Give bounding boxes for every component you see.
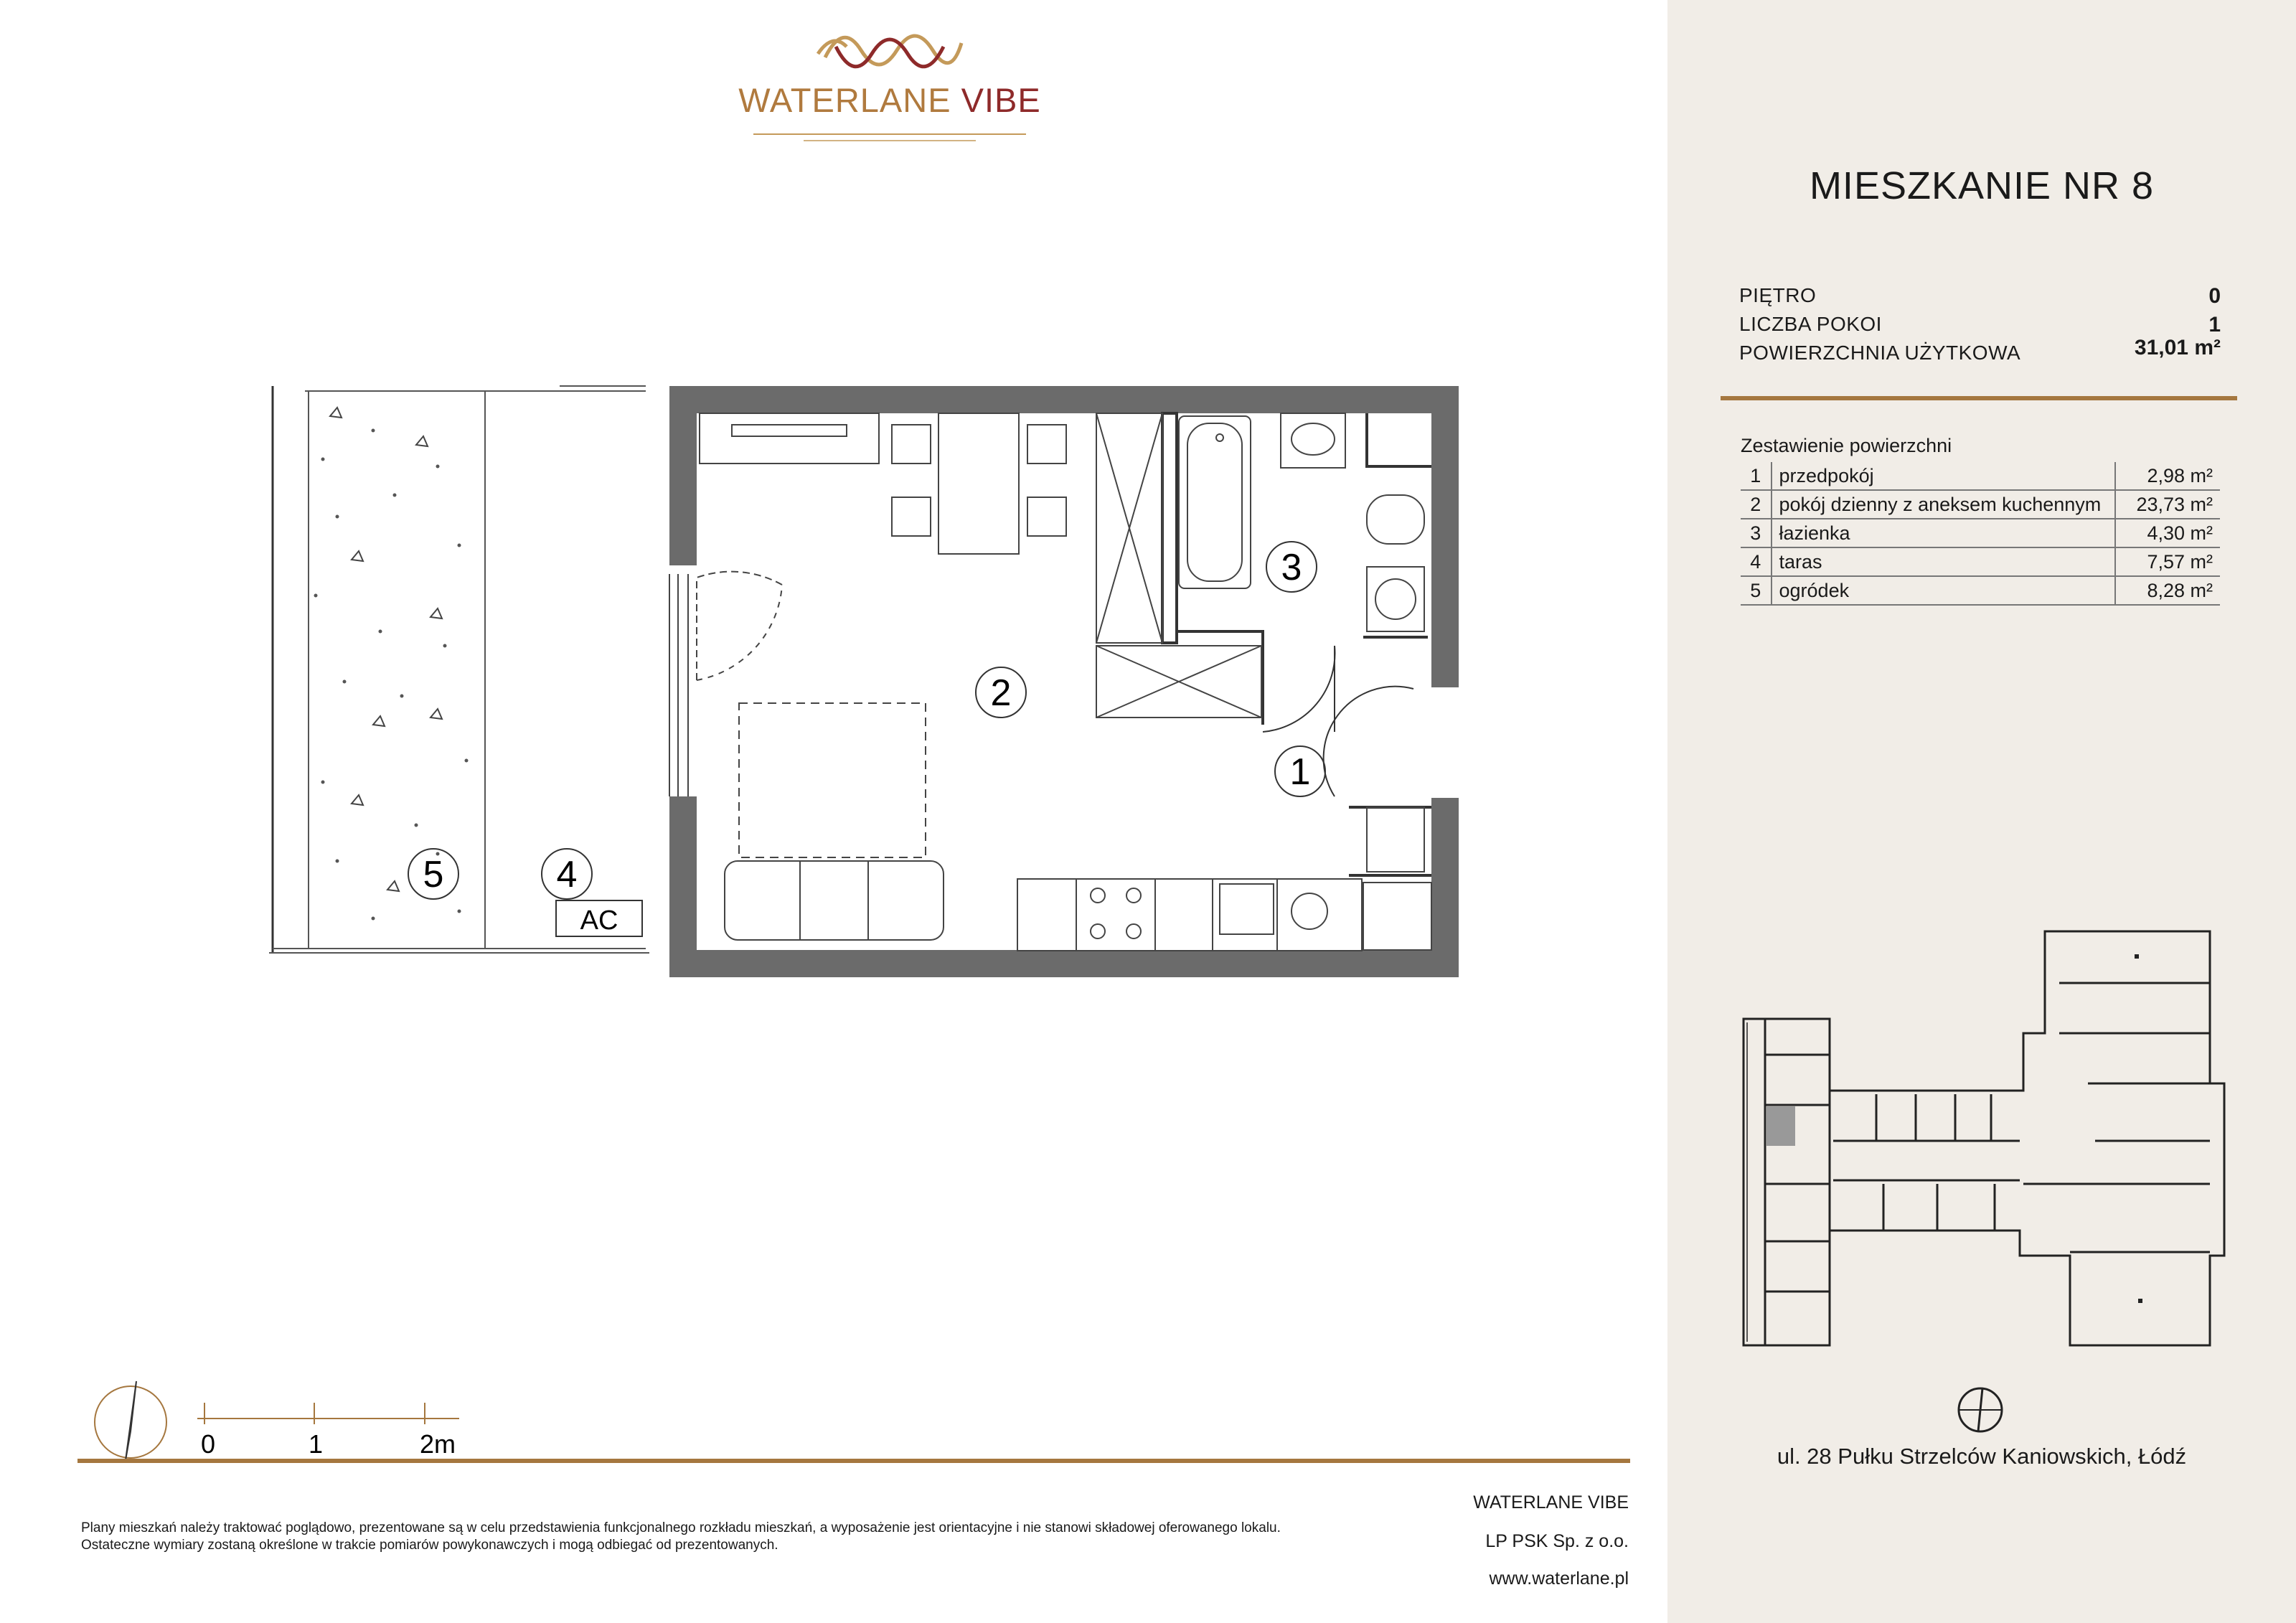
address: ul. 28 Pułku Strzelców Kaniowskich, Łódź (1777, 1444, 2187, 1469)
apartment-title: MIESZKANIE NR 8 (1809, 164, 2155, 207)
ac-label: AC (580, 905, 618, 936)
footer-company: WATERLANE VIBE (1473, 1492, 1629, 1513)
footer-website-link[interactable]: www.waterlane.pl (1489, 1568, 1629, 1589)
brand-name-part2: VIBE (961, 81, 1041, 119)
row-num: 2 (1741, 490, 1772, 519)
row-area: 8,28 m² (2115, 576, 2220, 605)
scale-tick-0: 0 (200, 1429, 216, 1459)
scale-bar (197, 1403, 459, 1424)
floor-value: 0 (2208, 284, 2221, 308)
row-name: łazienka (1772, 519, 2115, 547)
scale-tick-2: 2m (419, 1429, 456, 1459)
row-area: 4,30 m² (2115, 519, 2220, 547)
garden-area (269, 386, 649, 953)
footer-company-legal: LP PSK Sp. z o.o. (1485, 1531, 1629, 1551)
room-3-number: 3 (1281, 547, 1302, 588)
row-area: 7,57 m² (2115, 547, 2220, 576)
row-area: 2,98 m² (2115, 462, 2220, 490)
table-row (1741, 490, 2220, 519)
row-num: 4 (1741, 547, 1772, 576)
table-row (1741, 547, 2220, 576)
areas-table-title: Zestawienie powierzchni (1741, 435, 1952, 456)
disclaimer-line-2: Ostateczne wymiary zostaną określone w trakcie pomiarów powykonawczych i mogą odbiegać od prezentowanych. (81, 1538, 778, 1553)
north-compass-icon (95, 1381, 166, 1460)
row-name: ogródek (1772, 576, 2115, 605)
row-name: taras (1772, 547, 2115, 576)
apartment-location-marker (1766, 1106, 1795, 1146)
compass-icon (1955, 1385, 2005, 1435)
rooms-label: LICZBA POKOI (1739, 313, 1882, 335)
footer-separator (77, 1459, 1630, 1463)
row-num: 1 (1741, 462, 1772, 490)
areas-table (1741, 462, 2220, 606)
room-1-number: 1 (1289, 751, 1311, 793)
row-name: przedpokój (1772, 462, 2115, 490)
disclaimer-line-1: Plany mieszkań należy traktować poglądowo, prezentowane są w celu przedstawienia funkcjonalnego rozkładu mieszkań, a wyposażenie jest orientacyjne i nie stanowi składowej oferowanego lokalu. (81, 1520, 1281, 1535)
building-key-plan (1708, 926, 2239, 1370)
table-row (1741, 519, 2220, 547)
table-row (1741, 462, 2220, 490)
separator-line (1721, 396, 2237, 400)
area-value: 31,01 m² (2134, 336, 2221, 359)
floor-label: PIĘTRO (1739, 284, 1817, 306)
disclaimer (81, 1520, 1444, 1554)
room-4-number: 4 (556, 854, 578, 895)
table-row (1741, 576, 2220, 605)
row-name: pokój dzienny z aneksem kuchennym (1772, 490, 2115, 519)
row-area: 23,73 m² (2115, 490, 2220, 519)
rooms-value: 1 (2208, 313, 2221, 337)
area-label: POWIERZCHNIA UŻYTKOWA (1739, 342, 2021, 364)
brand-name-part1: WATERLANE (738, 81, 961, 119)
room-5-number: 5 (423, 854, 444, 895)
row-num: 3 (1741, 519, 1772, 547)
walls (669, 386, 1459, 977)
info-panel (1667, 0, 2296, 1623)
room-2-number: 2 (990, 672, 1012, 714)
scale-tick-1: 1 (308, 1429, 324, 1459)
row-num: 5 (1741, 576, 1772, 605)
